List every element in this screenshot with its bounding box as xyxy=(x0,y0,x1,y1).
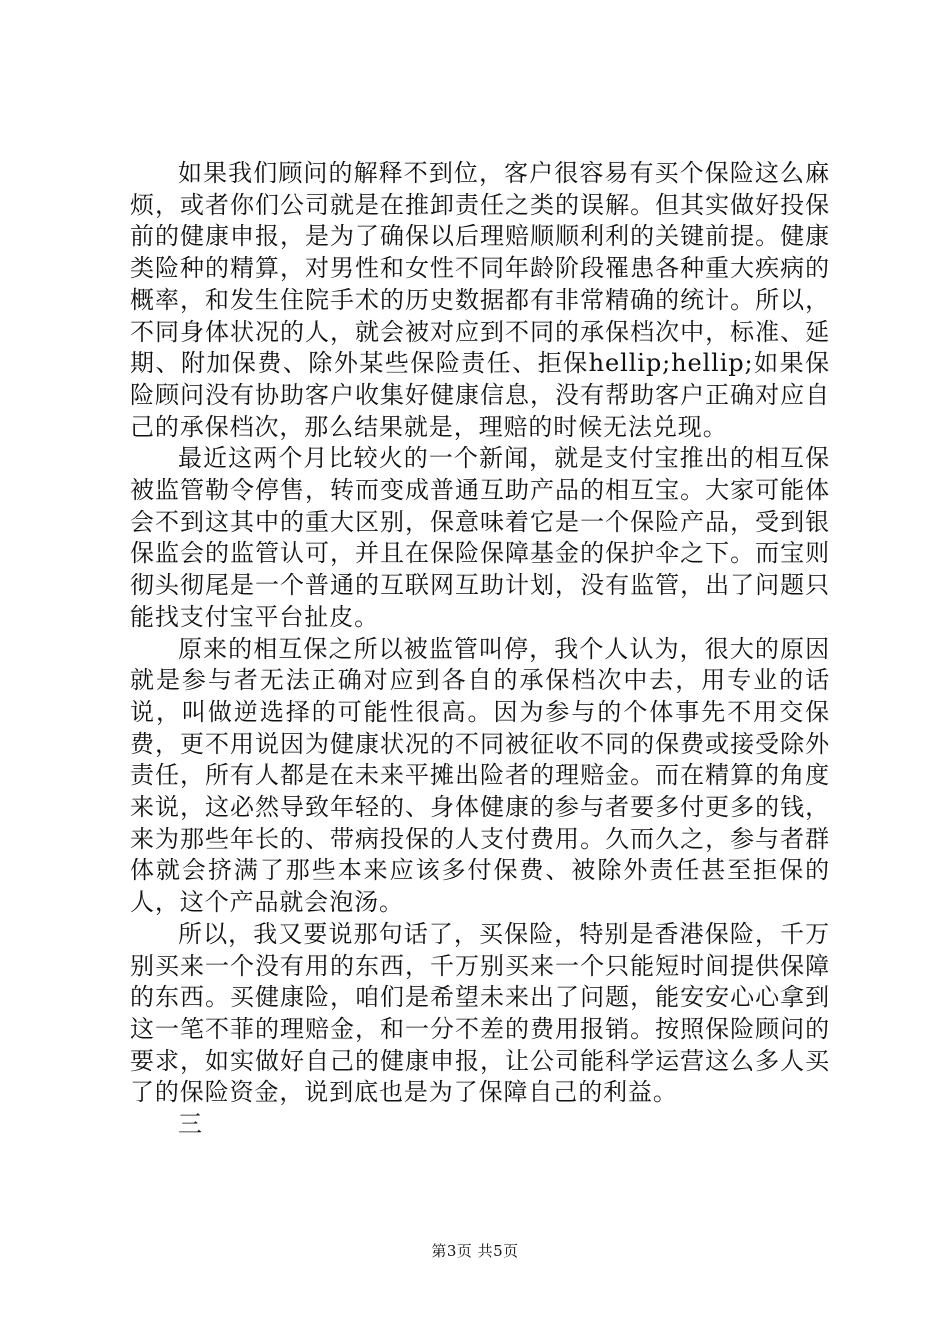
document-body xyxy=(130,158,830,1141)
section-number: 三 xyxy=(178,1110,203,1139)
paragraph-4: 所以，我又要说那句话了，买保险，特别是香港保险，千万别买来一个没有用的东西，千万别买来一个只能短时间提供保障的东西。买健康险，咱们是希望未来出了问题，能安安心心拿到这一笔不菲的理赔金，和一分不差的费用报销。按照保险顾问的要求，如实做好自己的健康申报，让公司能科学运营这么多人买了的保险资金，说到底也是为了保障自己的利益。 xyxy=(130,919,830,1107)
paragraph-2: 最近这两个月比较火的一个新闻，就是支付宝推出的相互保被监管勒令停售，转而变成普通互助产品的相互宝。大家可能体会不到这其中的重大区别，保意味着它是一个保险产品，受到银保监会的监管认可，并且在保险保障基金的保护伞之下。而宝则彻头彻尾是一个普通的互联网互助计划，没有监管，出了问题只能找支付宝平台扯皮。 xyxy=(130,444,830,631)
page-footer: 第3页 共5页 xyxy=(431,1242,519,1260)
paragraph-3: 原来的相互保之所以被监管叫停，我个人认为，很大的原因就是参与者无法正确对应到各自的承保档次中去，用专业的话说，叫做逆选择的可能性很高。因为参与的个体事先不用交保费，更不用说因为健康状况的不同被征收不同的保费或接受除外责任，所有人都是在未来平摊出险者的理赔金。而在精算的角度来说，这必然导致年轻的、身体健康的参与者要多付更多的钱，来为那些年长的、带病投保的人支付费用。久而久之，参与者群体就会挤满了那些本来应该多付保费、被除外责任甚至拒保的人，这个产品就会泡汤。 xyxy=(130,634,830,917)
paragraph-1: 如果我们顾问的解释不到位，客户很容易有买个保险这么麻烦，或者你们公司就是在推卸责任之类的误解。但其实做好投保前的健康申报，是为了确保以后理赔顺顺利利的关键前提。健康类险种的精算，对男性和女性不同年龄阶段罹患各种重大疾病的概率，和发生住院手术的历史数据都有非常精确的统计。所以，不同身体状况的人，就会被对应到不同的承保档次中，标准、延期、附加保费、除外某些保险责任、拒保hellip;hellip;如果保险顾问没有协助客户收集好健康信息，没有帮助客户正确对应自己的承保档次，那么结果就是，理赔的时候无法兑现。 xyxy=(130,159,830,441)
